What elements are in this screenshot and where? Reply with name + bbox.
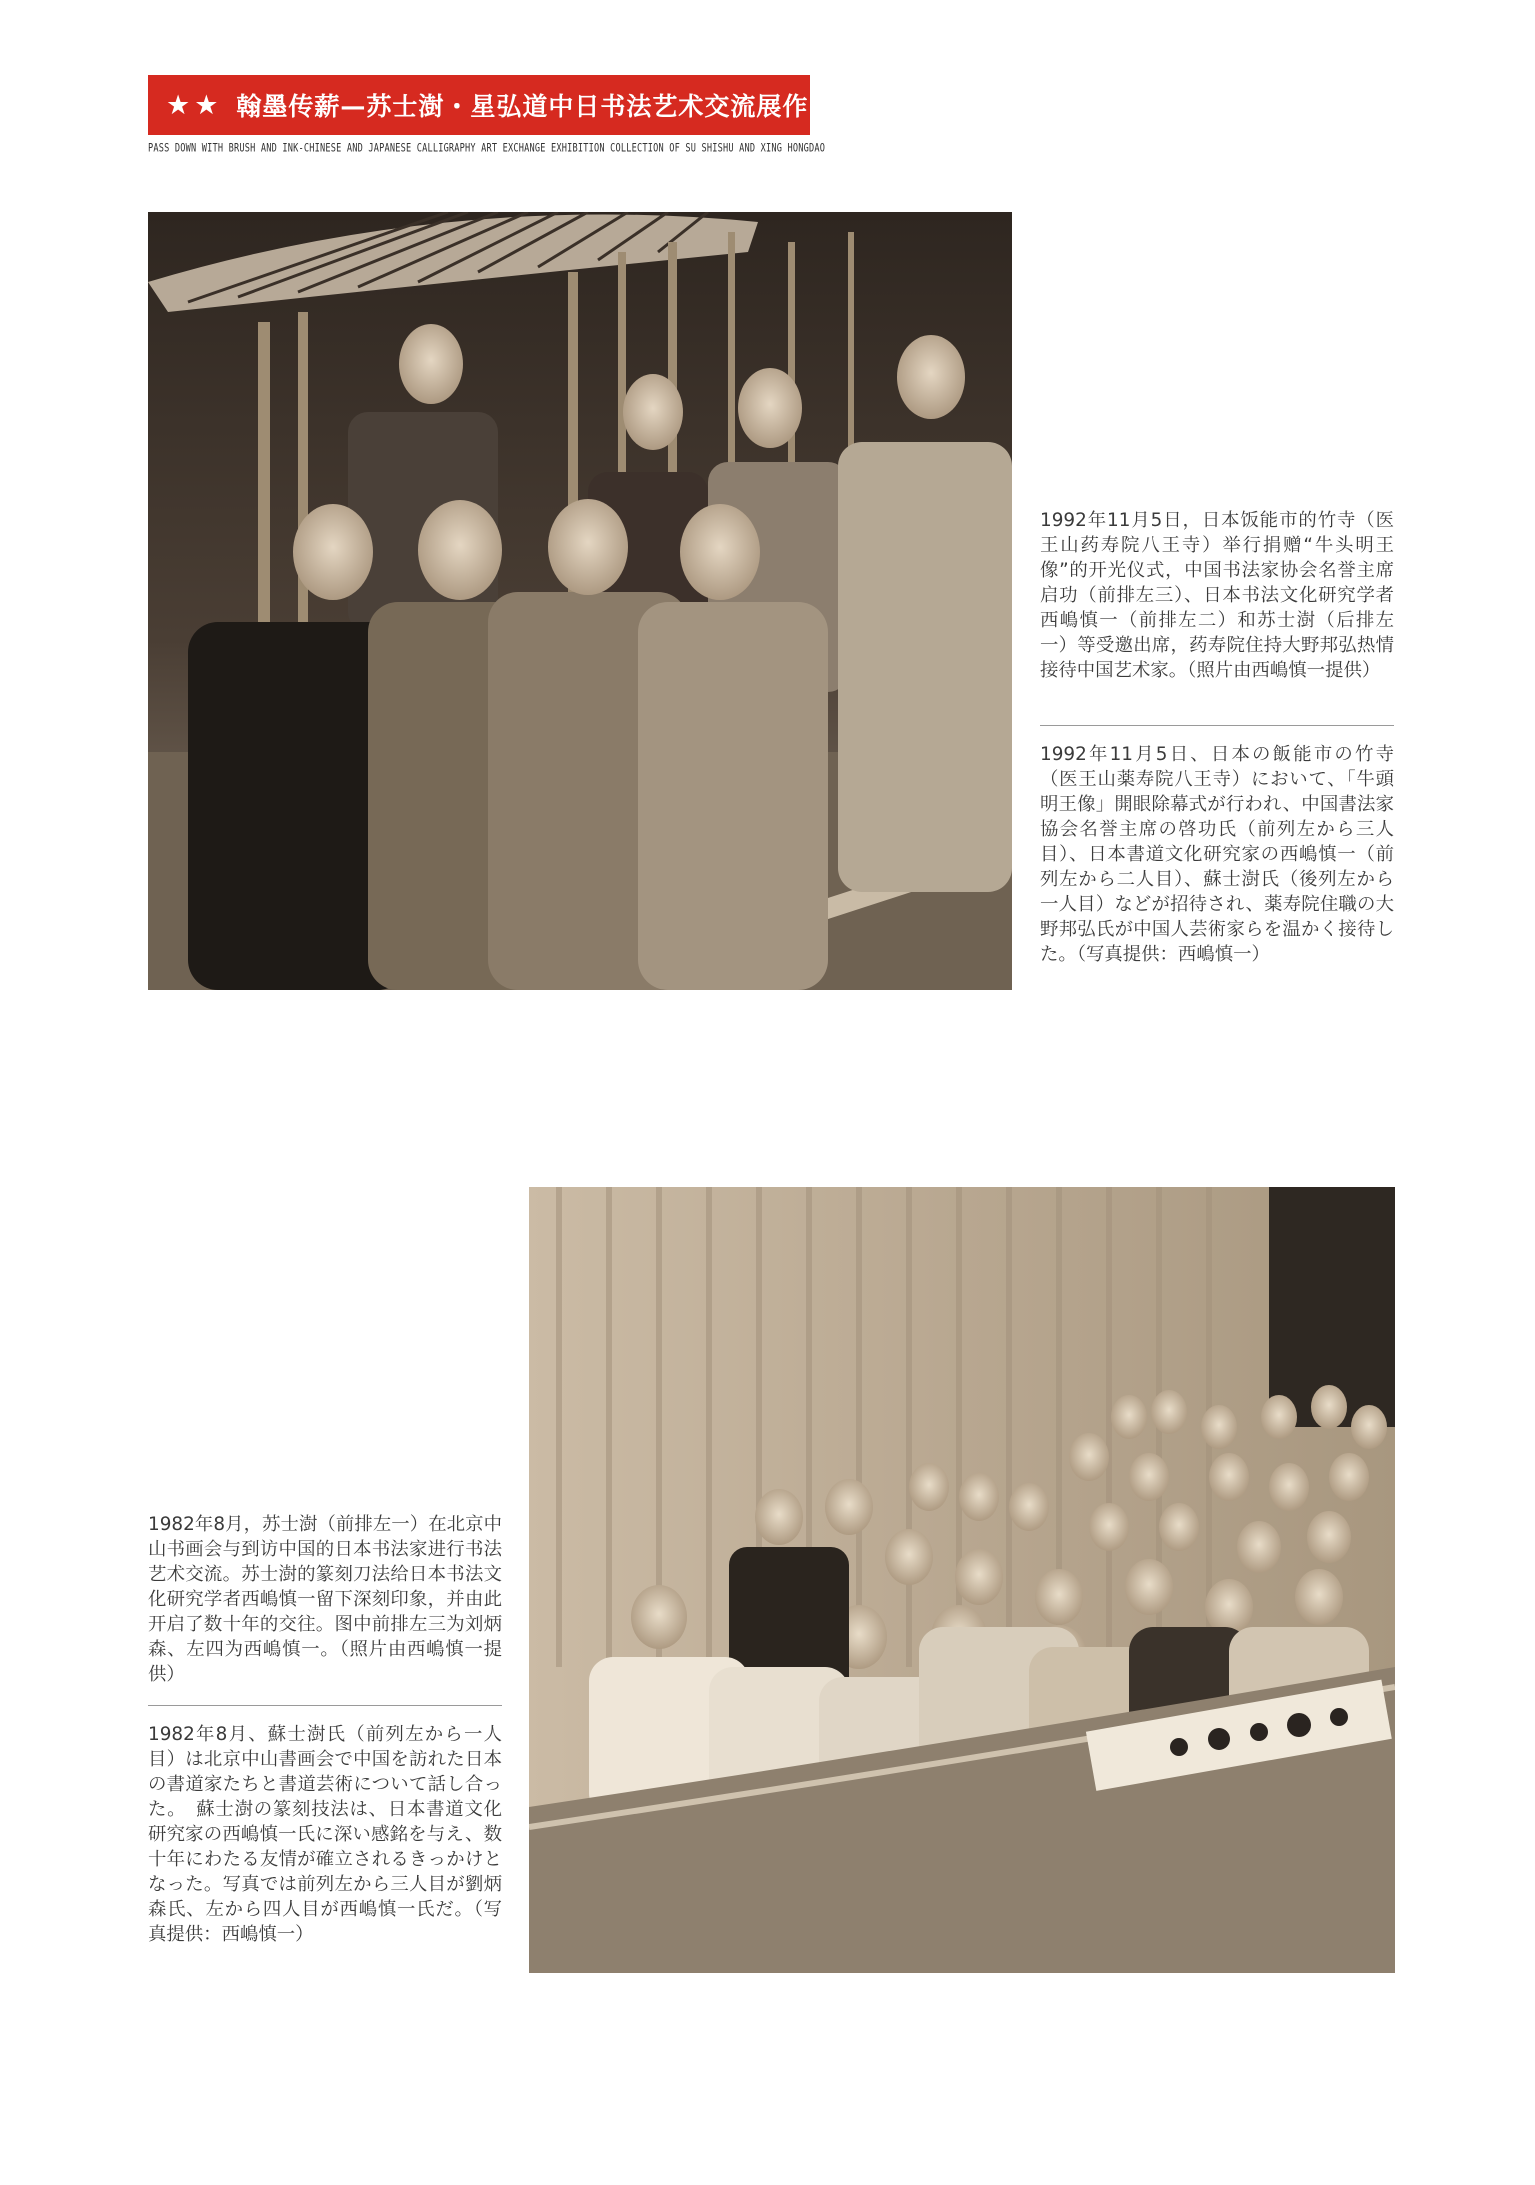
page-subtitle: PASS DOWN WITH BRUSH AND INK-CHINESE AND JAPANESE CALLIGRAPHY ART EXCHANGE EXHIBITION COLLECTION OF SU SHISHU AND XING HONGDAO <box>148 142 826 156</box>
caption-1982-ja: 1982年8月、蘇士澍氏（前列左から一人目）は北京中山書画会で中国を訪れた日本の書道家たちと書道芸術について話し合った。 蘇士澍の篆刻技法は、日本書道文化研究家の西嶋慎一氏に深い感銘を与え、数十年にわたる友情が確立されるきっかけとなった。写真では前列左から三人目が劉炳森氏、左から四人目が西嶋慎一氏だ。（写真提供：西嶋慎一） <box>148 1724 502 1945</box>
stars-icon: ★★ <box>166 89 223 121</box>
page-title: 翰墨传薪—苏士澍・星弘道中日书法艺术交流展作品集 <box>236 92 861 121</box>
caption-1992-zh: 1992年11月5日，日本饭能市的竹寺（医王山药寿院八王寺）举行捐赠“牛头明王像”的开光仪式，中国书法家协会名誉主席启功（前排左三）、日本书法文化研究学者西嶋慎一（前排左二）和苏士澍（后排左一）等受邀出席，药寿院住持大野邦弘热情接待中国艺术家。（照片由西嶋慎一提供） <box>1040 510 1394 681</box>
photo-1982-beijing <box>529 1187 1395 1973</box>
header-banner <box>148 75 861 135</box>
caption-divider <box>1040 725 1394 726</box>
caption-divider <box>148 1705 502 1706</box>
group-photo-icon <box>148 212 1012 990</box>
caption-1992-ja: 1992年11月5日、日本の飯能市の竹寺（医王山薬寿院八王寺）において、「牛頭明王像」開眼除幕式が行われ、中国書法家協会名誉主席の啓功氏（前列左から三人目）、日本書道文化研究家の西嶋慎一（前列左から二人目）、蘇士澍氏（後列左から一人目）などが招待され、薬寿院住職の大野邦弘氏が中国人芸術家らを温かく接待した。（写真提供：西嶋慎一） <box>1040 744 1394 965</box>
photo-1992-temple <box>148 212 1012 990</box>
group-photo-icon <box>529 1187 1395 1973</box>
caption-1982-zh: 1982年8月，苏士澍（前排左一）在北京中山书画会与到访中国的日本书法家进行书法艺术交流。苏士澍的篆刻刀法给日本书法文化研究学者西嶋慎一留下深刻印象，并由此开启了数十年的交往。图中前排左三为刘炳森、左四为西嶋慎一。（照片由西嶋慎一提供） <box>148 1514 502 1685</box>
